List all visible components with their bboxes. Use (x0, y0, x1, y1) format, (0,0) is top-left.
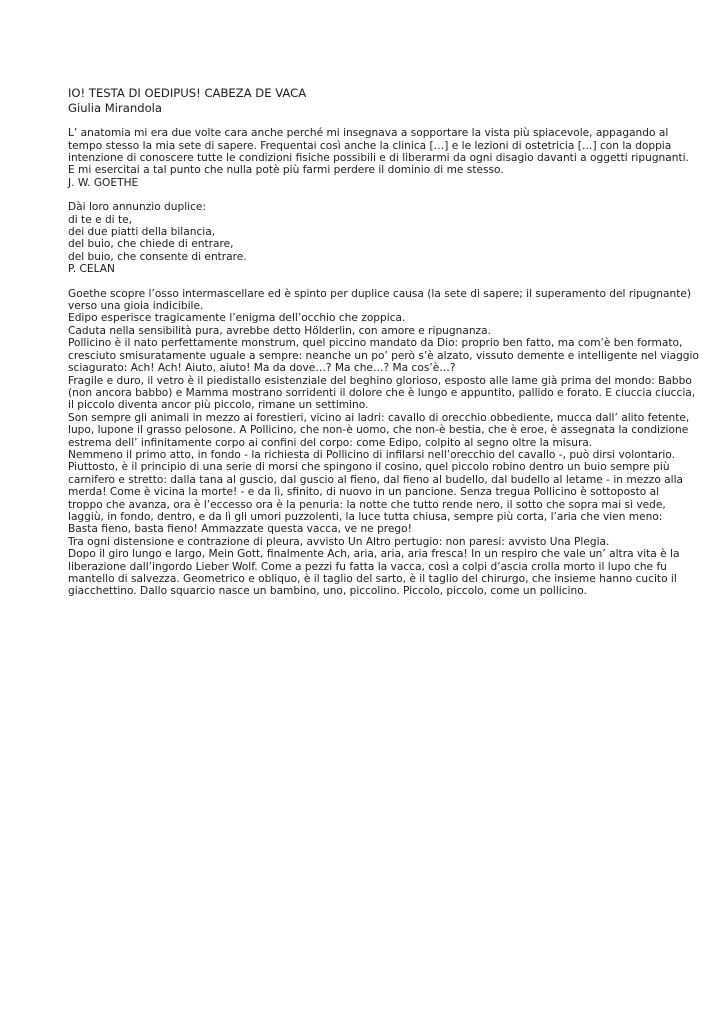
body-line: Fragile e duro, il vetro è il piedistallo esistenziale del beghino glorioso, esposto alle lame già prima del mondo: Babbo (68, 374, 692, 387)
epigraph-line: L’ anatomia mi era due volte cara anche perché mi insegnava a sopportare la vista più spiacevole, appagando al (68, 127, 669, 140)
epigraph-line: intenzione di conoscere tutte le condizioni fisiche possibili e di liberarmi da ogni disagio davanti a oggetti ripugnanti. (68, 152, 689, 164)
body-line: giacchettino. Dallo squarcio nasce un bambino, uno, piccolino. Piccolo, piccolo, come un pollicino. (68, 585, 587, 598)
epigraph-attribution: J. W. GOETHE (68, 176, 139, 189)
body-line: il piccolo diventa ancor più piccolo, rimane un settimino. (68, 399, 369, 412)
body-line: carnifero e stretto: dalla tana al guscio, dal guscio al fieno, dal fieno al budello, dal budello al letame - in mezzo alla (68, 473, 684, 486)
body-line: verso una gioia indicibile. (68, 300, 204, 313)
body-line: merda! Come è vicina la morte! - e da lì, sfinito, di nuovo in un pancione. Senza tregua Pollicino è sottoposto al (68, 486, 660, 499)
document-title: IO! TESTA DI OEDIPUS! CABEZA DE VACA (68, 86, 307, 100)
poem-line: di te e di te, (68, 213, 133, 226)
body-line: Nemmeno il primo atto, in fondo - la richiesta di Pollicino di infilarsi nell’orecchio del cavallo -, può dirsi volontario. (68, 448, 675, 461)
poem-line: Dài loro annunzio duplice: (68, 201, 207, 214)
body-line: laggiù, in fondo, dentro, e da lì gli umori puzzolenti, la luce tutta chiusa, sempre più corta, l’aria che vien meno: (68, 510, 663, 523)
body-line: Goethe scopre l’osso intermascellare ed è spinto per duplice causa (la sete di sapere; il superamento del ripugnante) (68, 287, 692, 300)
epigraph-line: tempo stesso la mia sete di sapere. Frequentai così anche la clinica […] e le lezioni di ostetricia […] con la doppia (68, 139, 672, 152)
poem-line: del buio, che chiede di entrare, (68, 238, 234, 251)
epigraph-line: E mi esercitai a tal punto che nulla potè più farmi perdere il dominio di me stesso. (68, 164, 504, 177)
body-line: (non ancora babbo) e Mamma mostrano sorridenti il dolore che è lungo e appuntito, pallido e forato. E ciuccia ciuccia, (68, 386, 696, 399)
body-line: Tra ogni distensione e contrazione di pleura, avvisto Un Altro pertugio: non paresi: avvisto Una Plegia. (68, 535, 610, 548)
body-line: troppo che avanza, ora è l’eccesso ora è la penuria: la notte che tutto rende nero, il sotto che sopra mai si vede, (68, 498, 666, 511)
body-line: Edipo esperisce tragicamente l’enigma dell’occhio che zoppica. (68, 312, 406, 325)
body-line: sciagurato: Ach! Ach! Aiuto, aiuto! Ma da dove…? Ma che…? Ma cos’è…? (68, 362, 456, 375)
title-block (68, 86, 688, 115)
poem-attribution: P. CELAN (68, 263, 115, 276)
goethe-epigraph (68, 127, 688, 189)
body-line: lupo, lupone il grasso pelosone. A Pollicino, che non-è uomo, che non-è bestia, che è eroe, è assegnata la condizione (68, 424, 689, 437)
body-line: estrema dell’ infinitamente corpo ai confini del corpo: come Edipo, colpito al segno oltre la misura. (68, 436, 593, 449)
celan-epigraph (68, 201, 688, 275)
poem-line: del buio, che consente di entrare. (68, 250, 247, 263)
body-line: Dopo il giro lungo e largo, Mein Gott, finalmente Ach, aria, aria, aria fresca! In un respiro che vale un’ altra vita è la (68, 548, 680, 561)
poem-line: dei due piatti della bilancia, (68, 226, 216, 239)
document-author: Giulia Mirandola (68, 100, 163, 115)
body-line: liberazione dall’ingordo Lieber Wolf. Come a pezzi fu fatta la vacca, così a colpi d’ascia crolla morto il lupo che fu (68, 560, 667, 573)
document-page (68, 86, 699, 598)
body-line: Son sempre gli animali in mezzo ai forestieri, vicino ai ladri: cavallo di orecchio obbediente, mucca dall’ alito fetente, (68, 411, 690, 424)
body-line: Basta fieno, basta fieno! Ammazzate questa vacca, ve ne prego! (68, 523, 412, 536)
body-line: Piuttosto, è il principio di una serie di morsi che spingono il cosino, quel piccolo robino dentro un buio sempre più (68, 461, 670, 474)
essay-body (68, 287, 699, 598)
body-line: Caduta nella sensibilità pura, avrebbe detto Hölderlin, con amore e ripugnanza. (68, 324, 491, 337)
body-line: cresciuto smisuratamente uguale a sempre: neanche un po’ però s’è alzato, vissuto demente e intelligente nel viaggio (68, 349, 699, 362)
body-line: mantello di salvezza. Geometrico e obliquo, è il taglio del sarto, è il taglio del chirurgo, che insieme hanno cucito il (68, 573, 677, 585)
body-line: Pollicino è il nato perfettamente monstrum, quel piccino mandato da Dio: proprio ben fatto, ma com’è ben formato, (68, 337, 683, 350)
